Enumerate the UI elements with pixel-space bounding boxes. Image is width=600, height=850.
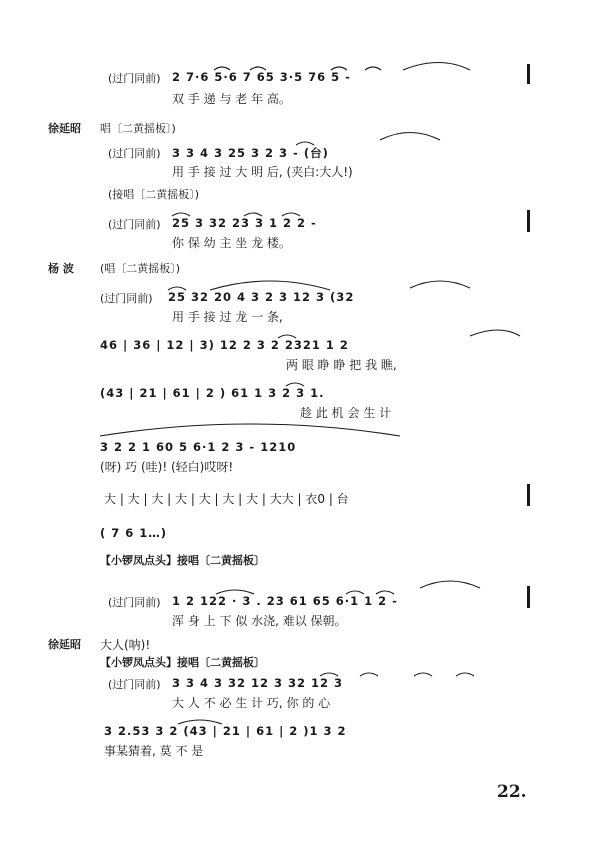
lyric-line: 双 手 递 与 老 年 高。	[172, 92, 291, 106]
lyric-line: 你 保 幼 主 坐 龙 楼。	[172, 236, 291, 250]
notation-line: 2 7·6 5·6 7 65 3·5 76 5 -	[172, 70, 351, 84]
speaker-name: 杨 波	[48, 262, 74, 275]
lyric-line: 用 手 接 过 大 明 后, (夹白:大人!)	[172, 165, 353, 179]
notation-line: ( 7 6 1…)	[100, 526, 168, 540]
section-heading: 【小锣凤点头】接唱〔二黄摇板〕	[100, 656, 265, 669]
lyric-line: 事某猜着, 莫 不 是	[104, 744, 204, 758]
speaker-name: 徐延昭	[48, 638, 81, 651]
interlude-marker: (过门同前)	[108, 218, 161, 231]
notation-line: 3 2 2 1 60 5 6·1 2 3 - 1210	[100, 440, 297, 454]
aria-marker: 唱〔二黄摇板〕)	[100, 122, 176, 135]
spoken-line: 大人(呐)!	[100, 638, 151, 652]
aria-marker: (唱〔二黄摇板〕)	[100, 262, 181, 275]
aria-marker: (接唱〔二黄摇板〕)	[108, 188, 200, 201]
lyric-line: (呀) 巧 (哇)! (轻白)哎呀!	[100, 460, 234, 474]
notation-line: 3 3 4 3 32 12 3 32 12 3	[172, 676, 344, 690]
speaker-name: 徐延昭	[48, 122, 81, 135]
end-barline	[527, 586, 530, 608]
notation-line: (43 | 21 | 61 | 2 ) 61 1 3 2 3 1.	[100, 386, 325, 400]
lyric-line: 用 手 接 过 龙 一 条,	[172, 310, 283, 324]
section-heading: 【小锣凤点头】接唱〔二黄摇板〕	[100, 554, 265, 567]
page-number: 22.	[497, 782, 527, 802]
interlude-marker: (过门同前)	[100, 292, 153, 305]
lyric-line: 两 眼 睁 睁 把 我 瞧,	[286, 358, 397, 372]
interlude-marker: (过门同前)	[108, 596, 161, 609]
lyric-line: 浑 身 上 下 似 水浇, 难以 保朝。	[172, 614, 347, 628]
end-barline	[527, 64, 530, 84]
notation-line: 25 32 20 4 3 2 3 12 3 (32	[168, 290, 355, 304]
notation-line: 25 3 32 23 3 1 2 2 -	[172, 216, 317, 230]
interlude-marker: (过门同前)	[108, 72, 161, 85]
notation-line: 3 2.53 3 2 (43 | 21 | 61 | 2 )1 3 2	[104, 724, 347, 738]
interlude-marker: (过门同前)	[108, 147, 161, 160]
percussion-line: 大 | 大 | 大 | 大 | 大 | 大 | 大 | 大大 | 衣0 | 台	[104, 492, 349, 506]
notation-line: 46 | 36 | 12 | 3) 12 2 3 2 2321 1 2	[100, 338, 349, 352]
end-barline	[527, 484, 530, 506]
notation-line: 3 3 4 3 25 3 2 3 - (台)	[172, 146, 329, 160]
lyric-line: 大 人 不 必 生 计 巧, 你 的 心	[172, 696, 331, 710]
end-barline	[527, 210, 530, 232]
notation-line: 1 2 122 · 3 . 23 61 65 6·1 1 2 -	[172, 594, 398, 608]
interlude-marker: (过门同前)	[108, 678, 161, 691]
lyric-line: 趁 此 机 会 生 计	[300, 406, 392, 420]
